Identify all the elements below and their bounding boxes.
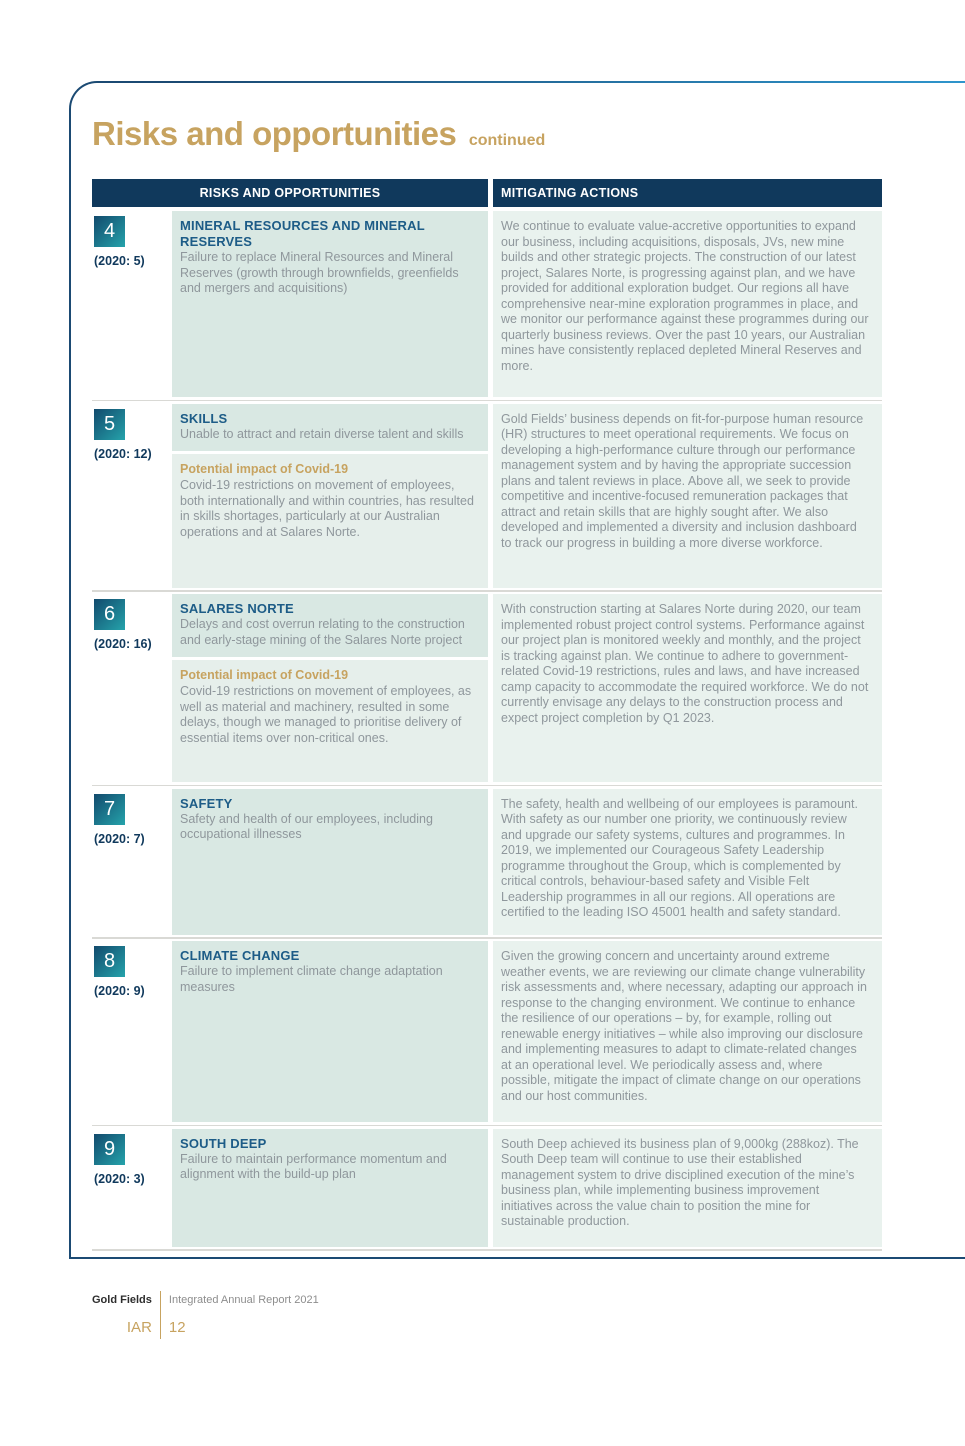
risk-description-column <box>172 789 488 935</box>
risk-description: Delays and cost overrun relating to the construction and early-stage mining of the Salares Norte project <box>180 617 465 647</box>
footer-iar-label: IAR <box>126 1319 152 1336</box>
risk-title: SKILLS <box>180 410 228 426</box>
risk-table <box>92 179 882 1251</box>
covid-impact-heading: Potential impact of Covid-19 <box>180 668 349 682</box>
risk-description-cell <box>172 1129 488 1247</box>
footer-page-number: 12 <box>160 1309 319 1339</box>
page-title-continued: continued <box>468 132 546 149</box>
row-divider <box>92 785 882 787</box>
risk-table-body <box>92 211 882 1251</box>
risk-number-box <box>94 409 125 440</box>
risk-description-cell <box>172 941 488 1122</box>
risk-number-column <box>92 211 172 397</box>
column-header-actions: MITIGATING ACTIONS <box>493 179 882 207</box>
covid-impact-text: Covid-19 restrictions on movement of employees, as well as material and machinery, resulted in some delays, though we managed to prioritise delivery of essential items over non-critical ones. <box>180 684 472 745</box>
covid-impact-heading: Potential impact of Covid-19 <box>180 462 349 476</box>
risk-prior-rank: (2020: 9) <box>94 984 145 998</box>
covid-subcell <box>172 660 488 782</box>
risk-number-box <box>94 216 125 247</box>
mitigating-actions-text: South Deep achieved its business plan of 9,000kg (288koz). The South Deep team will continue to use their established management system to drive disciplined execution of the mine’s business plan, while implementing business improvement initiatives across the value chain to position the mine for sustainable production. <box>501 1136 859 1228</box>
risk-row <box>92 404 882 588</box>
risk-description: Failure to maintain performance momentum and alignment with the build-up plan <box>180 1151 447 1181</box>
page-title: Risks and opportunities <box>92 115 457 152</box>
mitigating-actions-text: We continue to evaluate value-accretive opportunities to expand our business, including acquisitions, disposals, JVs, new mine builds and other strategic projects. The construction of our latest project, Salares Norte, is progressing against plan, and we have provided for additional exploration budget. Our regions all have comprehensive near-mine exploration programmes in place, and we monitor our performance against these programmes during our quarterly business reviews. Over the past 10 years, our Australian mines have consistently replaced depleted Mineral Reserves and more. <box>501 219 869 373</box>
risk-description-column <box>172 404 488 588</box>
mitigating-actions-cell <box>493 941 882 1122</box>
mitigating-actions-cell <box>493 789 882 935</box>
risk-number: 6 <box>103 603 116 625</box>
risk-number: 9 <box>103 1137 116 1160</box>
covid-subcell <box>172 454 488 588</box>
row-divider <box>92 590 882 592</box>
risk-description-cell <box>172 594 488 657</box>
risk-number-box <box>94 946 125 977</box>
risk-number-column <box>92 1129 172 1247</box>
risk-prior-rank: (2020: 12) <box>94 446 152 461</box>
risk-description: Failure to implement climate change adaptation measures <box>180 964 443 994</box>
risk-number: 4 <box>103 220 116 242</box>
mitigating-actions-text: The safety, health and wellbeing of our employees is paramount. With safety as our number one priority, we continuously review and upgrade our safety systems, cultures and programmes. In 2019, we implemented our Courageous Safety Leadership programme throughout the Group, which is complemented by critical controls, behaviour-based safety and Visible Felt Leadership programmes in all our regions. All operations are certified to the leading ISO 45001 health and safety standard. <box>501 796 858 919</box>
risk-number-box <box>94 599 125 630</box>
risk-number-column <box>92 789 172 935</box>
risk-number-column <box>92 404 172 588</box>
risk-title: SALARES NORTE <box>180 601 294 616</box>
mitigating-actions-text: Given the growing concern and uncertainty around extreme weather events, we are reviewing our climate change vulnerability risk assessments and, where necessary, adapting our approach in response to the changing environment. We continue to enhance the resilience of our operations – by, for example, rolling out renewable energy initiatives – while also improving our disclosure and implementing measures to adapt to climate-related changes at an operational level. We periodically assess and, where possible, mitigate the impact of climate change on our operations and our host communities. <box>501 949 867 1103</box>
table-header-row <box>92 179 882 207</box>
footer-brand: Gold Fields <box>92 1294 152 1306</box>
risk-number-box <box>94 1134 125 1165</box>
column-header-risks: RISKS AND OPPORTUNITIES <box>92 179 488 207</box>
risk-description: Safety and health of our employees, including occupational illnesses <box>180 811 433 841</box>
risk-title: CLIMATE CHANGE <box>180 948 300 963</box>
mitigating-actions-cell <box>493 404 882 588</box>
row-divider <box>92 1125 882 1127</box>
page-title-wrap <box>92 115 965 153</box>
page-footer <box>92 1291 319 1339</box>
risk-row <box>92 1129 882 1247</box>
footer-report-title: Integrated Annual Report 2021 <box>160 1291 319 1309</box>
row-divider <box>92 937 882 939</box>
risk-title: MINERAL RESOURCES AND MINERAL RESERVES <box>180 218 425 249</box>
risk-row <box>92 789 882 935</box>
risk-number: 8 <box>103 950 116 972</box>
risk-number-column <box>92 941 172 1122</box>
risk-description-column <box>172 211 488 397</box>
risk-description-column <box>172 594 488 782</box>
risk-description-column <box>172 941 488 1122</box>
risk-description-cell <box>172 211 488 397</box>
risk-description-cell <box>172 789 488 935</box>
risk-row <box>92 211 882 397</box>
risk-title: SOUTH DEEP <box>180 1135 267 1151</box>
risk-title: SAFETY <box>180 795 233 811</box>
risk-number: 7 <box>103 797 116 820</box>
mitigating-actions-text: With construction starting at Salares Norte during 2020, our team implemented robust project control systems. Performance against our project plan is monitored weekly and monthly, and the project is tracking against plan. We continue to adhere to government-related Covid-19 restrictions, rules and laws, and have increased camp capacity to accommodate the required workforce. We do not currently envisage any delays to the construction process and expect project completion by Q1 2023. <box>501 602 869 725</box>
mitigating-actions-cell <box>493 594 882 782</box>
risk-description: Unable to attract and retain diverse talent and skills <box>180 426 464 441</box>
row-divider <box>92 400 882 402</box>
covid-impact-text: Covid-19 restrictions on movement of employees, both internationally and within countries, has resulted in skills shortages, particularly at our Australian operations and at Salares Norte. <box>180 478 474 539</box>
risk-prior-rank: (2020: 7) <box>94 831 145 846</box>
risk-prior-rank: (2020: 3) <box>94 1171 145 1186</box>
mitigating-actions-cell <box>493 1129 882 1247</box>
mitigating-actions-text: Gold Fields’ business depends on fit-for-purpose human resource (HR) structures to meet operational requirements. We focus on developing a high-performance culture through our performance management system and by having the appropriate succession plans and talent reviews in place. Above all, we seek to provide competitive and incentive-focused remuneration packages that attract and retain skills that are highly sought after. We also developed and implemented a diversity and inclusion dashboard to track our progress in building a more diverse workforce. <box>501 411 864 550</box>
risk-row <box>92 594 882 782</box>
risk-prior-rank: (2020: 5) <box>94 254 145 268</box>
mitigating-actions-cell <box>493 211 882 397</box>
row-divider <box>92 1249 882 1251</box>
page-frame <box>69 81 965 1259</box>
risk-number-column <box>92 594 172 782</box>
risk-number: 5 <box>103 412 116 435</box>
risk-prior-rank: (2020: 16) <box>94 637 152 651</box>
risk-description-column <box>172 1129 488 1247</box>
risk-description-cell <box>172 404 488 452</box>
risk-number-box <box>94 794 125 825</box>
risk-description: Failure to replace Mineral Resources and Mineral Reserves (growth through brownfields, greenfields and mergers and acquisitions) <box>180 250 459 295</box>
risk-row <box>92 941 882 1122</box>
